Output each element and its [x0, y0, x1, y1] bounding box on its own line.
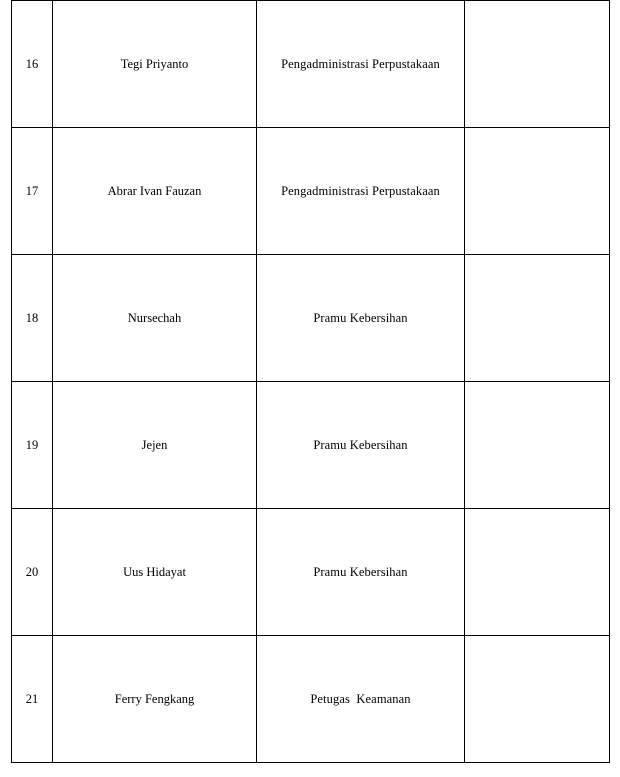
note-cell: [465, 1, 610, 128]
name-cell: Tegi Priyanto: [53, 1, 257, 128]
position-cell: Pengadministrasi Perpustakaan: [257, 128, 465, 255]
table-row: [12, 509, 610, 636]
note-cell: [465, 509, 610, 636]
row-number-cell: 17: [12, 128, 53, 255]
note-cell: [465, 255, 610, 382]
staff-table: [11, 0, 610, 763]
position-cell: Pramu Kebersihan: [257, 255, 465, 382]
table-row: [12, 255, 610, 382]
name-cell: Ferry Fengkang: [53, 636, 257, 763]
table-row: [12, 1, 610, 128]
note-cell: [465, 636, 610, 763]
name-cell: Nursechah: [53, 255, 257, 382]
note-cell: [465, 128, 610, 255]
row-number-cell: 18: [12, 255, 53, 382]
row-number-cell: 20: [12, 509, 53, 636]
row-number-cell: 19: [12, 382, 53, 509]
table-row: [12, 636, 610, 763]
name-cell: Abrar Ivan Fauzan: [53, 128, 257, 255]
row-number-cell: 16: [12, 1, 53, 128]
position-cell: Pengadministrasi Perpustakaan: [257, 1, 465, 128]
name-cell: Jejen: [53, 382, 257, 509]
position-cell: Pramu Kebersihan: [257, 509, 465, 636]
table-row: [12, 382, 610, 509]
note-cell: [465, 382, 610, 509]
table-row: [12, 128, 610, 255]
position-cell: Pramu Kebersihan: [257, 382, 465, 509]
row-number-cell: 21: [12, 636, 53, 763]
name-cell: Uus Hidayat: [53, 509, 257, 636]
document-page: [11, 0, 610, 767]
position-cell: Petugas Keamanan: [257, 636, 465, 763]
